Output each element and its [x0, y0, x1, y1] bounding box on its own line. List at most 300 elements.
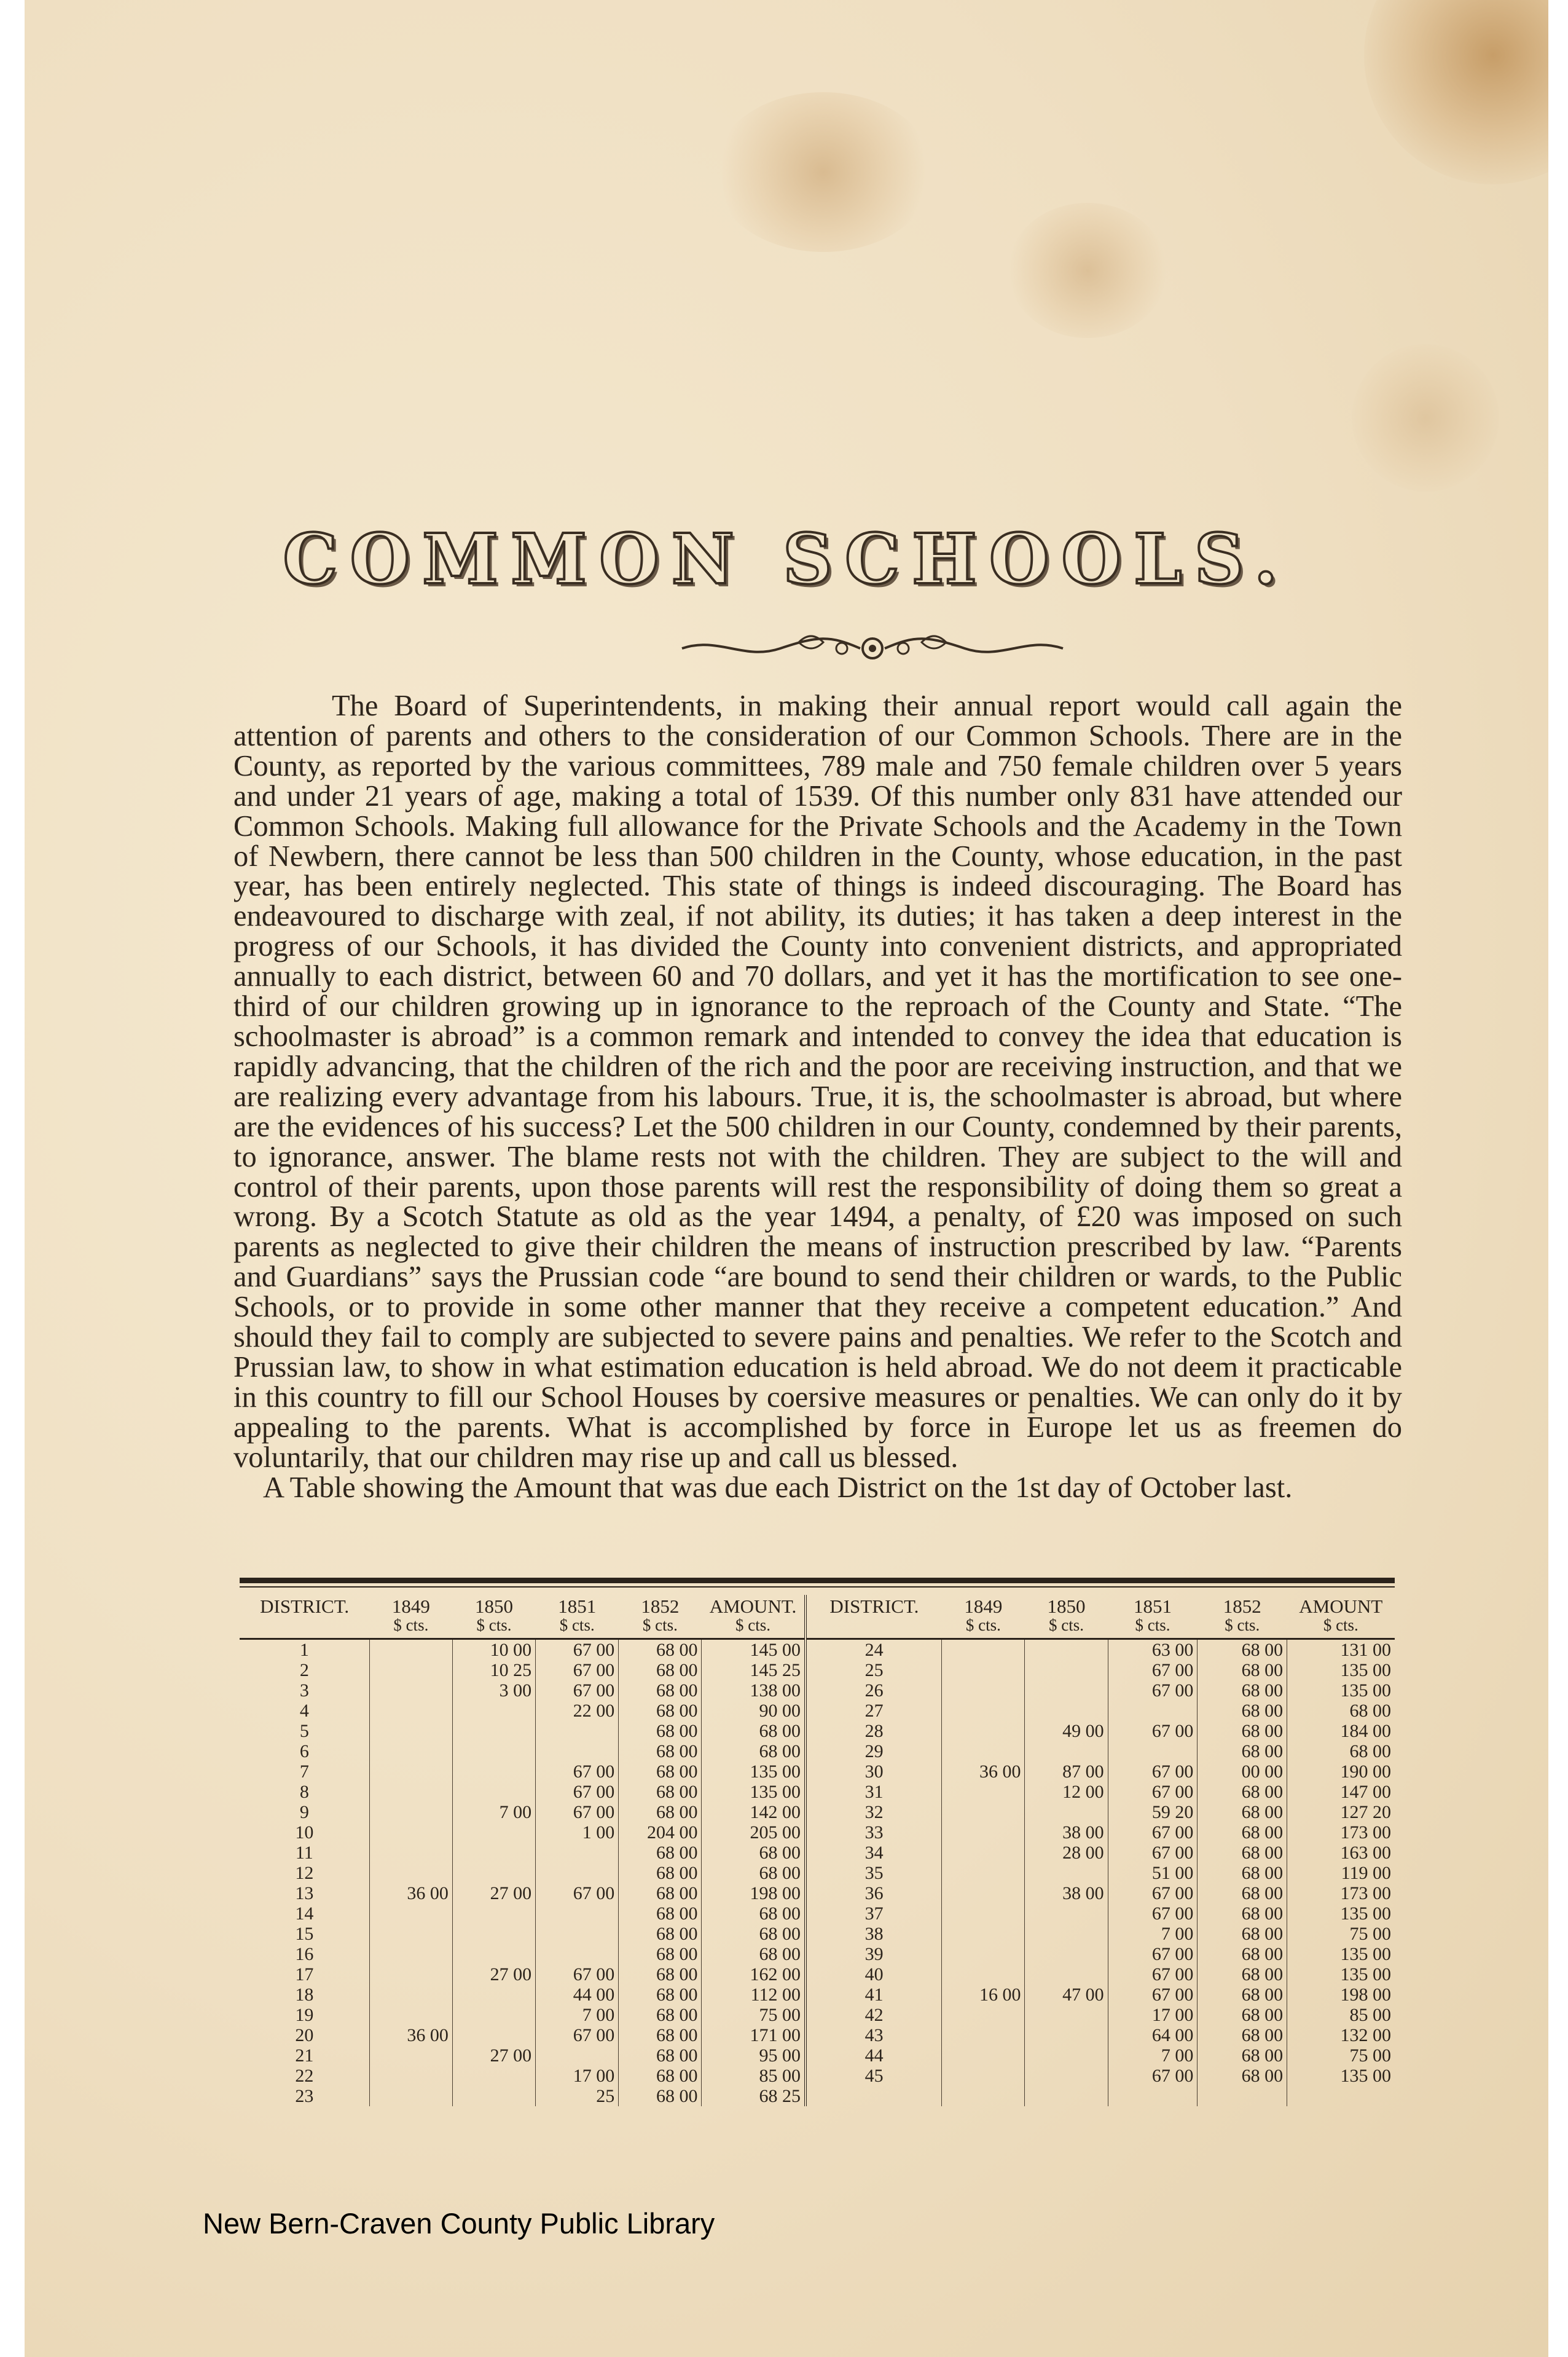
- table-cell: [1108, 2086, 1198, 2106]
- table-cell: 67 00: [536, 1680, 619, 1701]
- show-through-text: [258, 160, 1425, 198]
- table-cell: 4: [299, 1701, 309, 1721]
- table-cell: [942, 1903, 1025, 1924]
- table-cell: [1025, 1802, 1108, 1822]
- table-cell: [369, 1964, 452, 1985]
- table-cell: [536, 1741, 619, 1761]
- table-cell: 10 25: [452, 1660, 535, 1680]
- table-row: [240, 1964, 1395, 1985]
- table-cell: 36 00: [942, 1761, 1025, 1782]
- table-cell: 85 00: [702, 2066, 806, 2086]
- table-cell: 28: [806, 1721, 942, 1741]
- table-cell: [1025, 2025, 1108, 2045]
- table-cell: [452, 2066, 535, 2086]
- table-cell: [942, 2086, 1025, 2106]
- stain: [1352, 344, 1499, 492]
- table-cell: 67 00: [1108, 1761, 1198, 1782]
- table-cell: [942, 2005, 1025, 2025]
- table-cell: 68 00: [1287, 1741, 1395, 1761]
- table-cell: 163 00: [1287, 1843, 1395, 1863]
- table-cell: [536, 1944, 619, 1964]
- table-cell: [942, 1863, 1025, 1883]
- table-row: [240, 1639, 1395, 1661]
- table-cell: [369, 1721, 452, 1741]
- table-cell: 1 00: [536, 1822, 619, 1843]
- table-cell: 67 00: [1108, 1782, 1198, 1802]
- table-row: [240, 1843, 1395, 1863]
- table-cell: 68 00: [702, 1741, 806, 1761]
- table-cell: [1198, 2086, 1287, 2106]
- table-cell: 68 00: [702, 1944, 806, 1964]
- table-cell: [942, 1802, 1025, 1822]
- table-cell: 205 00: [702, 1822, 806, 1843]
- table-row: [240, 1680, 1395, 1701]
- table-cell: 68 00: [619, 2086, 702, 2106]
- table-cell: 67 00: [536, 1639, 619, 1661]
- table-cell: 20: [295, 2025, 314, 2045]
- table-cell: [452, 2005, 535, 2025]
- table-cell: 68 00: [619, 1701, 702, 1721]
- table-cell: 17 00: [1108, 2005, 1198, 2025]
- table-row: [240, 1701, 1395, 1721]
- table-cell: [369, 1924, 452, 1944]
- table-cell: 87 00: [1025, 1761, 1108, 1782]
- table-cell: 35: [806, 1863, 942, 1883]
- table-cell: 68 00: [702, 1863, 806, 1883]
- table-cell: 67 00: [536, 1761, 619, 1782]
- table-cell: 67 00: [1108, 1660, 1198, 1680]
- table-row: [240, 1660, 1395, 1680]
- table-cell: [452, 1701, 535, 1721]
- table-cell: [369, 1782, 452, 1802]
- table-cell: 138 00: [702, 1680, 806, 1701]
- table-cell: [942, 2066, 1025, 2086]
- table-cell: 67 00: [1108, 1944, 1198, 1964]
- table-cell: 135 00: [1287, 1660, 1395, 1680]
- table-cell: 9: [299, 1802, 309, 1822]
- table-cell: [369, 2086, 452, 2106]
- table-row: [240, 1782, 1395, 1802]
- table-cell: [452, 1863, 535, 1883]
- table-cell: [1025, 2066, 1108, 2086]
- table-cell: 32: [806, 1802, 942, 1822]
- table-cell: [369, 2005, 452, 2025]
- table-cell: 67 00: [1108, 1721, 1198, 1741]
- report-text: [233, 691, 1402, 1503]
- library-credit: New Bern-Craven County Public Library: [203, 2207, 715, 2240]
- table-cell: 25: [806, 1660, 942, 1680]
- table-cell: [369, 1639, 452, 1661]
- table-cell: 67 00: [536, 1660, 619, 1680]
- table-cell: 68 00: [1198, 1944, 1287, 1964]
- table-cell: 51 00: [1108, 1863, 1198, 1883]
- table-cell: 135 00: [1287, 1944, 1395, 1964]
- col-1850: 1850 $ cts.: [452, 1595, 535, 1639]
- table-cell: 45: [806, 2066, 942, 2086]
- table-cell: 47 00: [1025, 1985, 1108, 2005]
- table-cell: [452, 1843, 535, 1863]
- table-cell: [1025, 1903, 1108, 1924]
- table-cell: 68 00: [619, 2025, 702, 2045]
- table-cell: [942, 1701, 1025, 1721]
- table-cell: [536, 1903, 619, 1924]
- table-cell: 75 00: [702, 2005, 806, 2025]
- table-cell: 64 00: [1108, 2025, 1198, 2045]
- table-cell: 67 00: [1108, 1883, 1198, 1903]
- table-cell: 1: [299, 1640, 309, 1660]
- table-cell: 68 00: [619, 1883, 702, 1903]
- col-1850-right: 1850 $ cts.: [1025, 1595, 1108, 1639]
- table-cell: 63 00: [1108, 1639, 1198, 1661]
- table-cell: 68 00: [619, 1639, 702, 1661]
- table-cell: 68 00: [1198, 1741, 1287, 1761]
- table-cell: 68 00: [1198, 1863, 1287, 1883]
- col-1852: 1852 $ cts.: [619, 1595, 702, 1639]
- table-cell: [452, 1741, 535, 1761]
- table-cell: 25: [536, 2086, 619, 2106]
- table-cell: [369, 1802, 452, 1822]
- table-cell: 95 00: [702, 2045, 806, 2066]
- table-cell: 38 00: [1025, 1883, 1108, 1903]
- table-cell: 68 00: [619, 1660, 702, 1680]
- table-cell: [806, 2086, 942, 2106]
- table-cell: 26: [806, 1680, 942, 1701]
- table-row: [240, 1721, 1395, 1741]
- table-cell: 68 00: [702, 1843, 806, 1863]
- table-cell: 30: [806, 1761, 942, 1782]
- table-cell: [1025, 2086, 1108, 2106]
- table-cell: [1025, 1639, 1108, 1661]
- table-cell: 68 00: [619, 1782, 702, 1802]
- table-cell: [369, 1944, 452, 1964]
- table-cell: 41: [806, 1985, 942, 2005]
- table-cell: 68 00: [1198, 2025, 1287, 2045]
- table-cell: 13: [295, 1883, 314, 1903]
- table-cell: 27 00: [452, 1964, 535, 1985]
- table-cell: 7 00: [536, 2005, 619, 2025]
- table-cell: [942, 1741, 1025, 1761]
- table-cell: 44 00: [536, 1985, 619, 2005]
- table-cell: 190 00: [1287, 1761, 1395, 1782]
- table-cell: 68 00: [619, 1843, 702, 1863]
- table-row: [240, 2086, 1395, 2106]
- table-cell: 68 00: [1198, 1883, 1287, 1903]
- table-cell: 8: [299, 1782, 309, 1802]
- col-district-right: DISTRICT.: [806, 1595, 942, 1639]
- table-row: [240, 2045, 1395, 2066]
- table-cell: 5: [299, 1721, 309, 1741]
- table-cell: [369, 1741, 452, 1761]
- table-cell: 135 00: [1287, 1680, 1395, 1701]
- table-cell: 68 00: [619, 2045, 702, 2066]
- table-cell: 7 00: [1108, 1924, 1198, 1944]
- table-row: [240, 1802, 1395, 1822]
- table-cell: 145 00: [702, 1639, 806, 1661]
- table-cell: 127 20: [1287, 1802, 1395, 1822]
- table-cell: [1025, 1701, 1108, 1721]
- document-page: [25, 0, 1548, 2357]
- table-cell: 184 00: [1287, 1721, 1395, 1741]
- table-cell: 7 00: [452, 1802, 535, 1822]
- table-cell: [369, 1701, 452, 1721]
- table-cell: [369, 1761, 452, 1782]
- table-cell: 38: [806, 1924, 942, 1944]
- table-cell: 68 00: [702, 1721, 806, 1741]
- col-amount-right: AMOUNT $ cts.: [1287, 1595, 1395, 1639]
- table-rule: [240, 1586, 1395, 1588]
- table-cell: 22 00: [536, 1701, 619, 1721]
- table-cell: 38 00: [1025, 1822, 1108, 1843]
- table-cell: 15: [295, 1924, 314, 1944]
- table-cell: [536, 1863, 619, 1883]
- table-cell: 68 00: [1198, 1903, 1287, 1924]
- col-1851: 1851 $ cts.: [536, 1595, 619, 1639]
- table-cell: 39: [806, 1944, 942, 1964]
- table-cell: 68 00: [619, 1680, 702, 1701]
- table-cell: 10: [295, 1822, 314, 1843]
- table-cell: [452, 1985, 535, 2005]
- table-cell: 67 00: [1108, 1843, 1198, 1863]
- table-cell: 68 00: [1198, 1639, 1287, 1661]
- table-cell: 68 00: [1198, 1721, 1287, 1741]
- table-cell: 162 00: [702, 1964, 806, 1985]
- table-cell: [452, 1822, 535, 1843]
- table-cell: 29: [806, 1741, 942, 1761]
- table-cell: 68 25: [702, 2086, 806, 2106]
- table-cell: [369, 1843, 452, 1863]
- table-cell: [369, 1863, 452, 1883]
- right-margin: [1548, 0, 1568, 2357]
- table-cell: [1108, 1741, 1198, 1761]
- table-cell: 68 00: [1198, 1924, 1287, 1944]
- table-cell: 132 00: [1287, 2025, 1395, 2045]
- table-cell: 112 00: [702, 1985, 806, 2005]
- table-cell: 27 00: [452, 2045, 535, 2066]
- table-cell: 68 00: [1198, 2045, 1287, 2066]
- table-cell: 14: [295, 1903, 314, 1924]
- table-cell: 33: [806, 1822, 942, 1843]
- district-table: [240, 1595, 1395, 2106]
- table-cell: 68 00: [619, 1903, 702, 1924]
- table-cell: 173 00: [1287, 1822, 1395, 1843]
- table-cell: 68 00: [619, 1721, 702, 1741]
- table-cell: 68 00: [1198, 2005, 1287, 2025]
- table-cell: [452, 1903, 535, 1924]
- table-cell: 18: [295, 1985, 314, 2005]
- table-row: [240, 1944, 1395, 1964]
- table-cell: 173 00: [1287, 1883, 1395, 1903]
- table-cell: 67 00: [536, 2025, 619, 2045]
- table-cell: [942, 1964, 1025, 1985]
- table-cell: 68 00: [619, 1985, 702, 2005]
- table-cell: 27: [806, 1701, 942, 1721]
- table-cell: 198 00: [1287, 1985, 1395, 2005]
- table-row: [240, 2025, 1395, 2045]
- table-cell: 67 00: [536, 1782, 619, 1802]
- table-cell: 135 00: [702, 1782, 806, 1802]
- table-cell: 42: [806, 2005, 942, 2025]
- table-cell: 131 00: [1287, 1639, 1395, 1661]
- table-cell: [1025, 1741, 1108, 1761]
- table-cell: 49 00: [1025, 1721, 1108, 1741]
- table-cell: 68 00: [1198, 2066, 1287, 2086]
- table-cell: [1025, 1863, 1108, 1883]
- table-cell: 59 20: [1108, 1802, 1198, 1822]
- table-cell: 68 00: [619, 1964, 702, 1985]
- table-cell: 16: [295, 1944, 314, 1964]
- table-cell: [369, 1680, 452, 1701]
- table-cell: 68 00: [1198, 1701, 1287, 1721]
- table-cell: [942, 1721, 1025, 1741]
- col-district: DISTRICT.: [240, 1595, 369, 1639]
- table-cell: 24: [806, 1639, 942, 1661]
- table-cell: 68 00: [619, 2066, 702, 2086]
- table-row: [240, 1741, 1395, 1761]
- stain: [1008, 203, 1167, 338]
- table-cell: 27 00: [452, 1883, 535, 1903]
- table-cell: 68 00: [1287, 1701, 1395, 1721]
- table-cell: 68 00: [619, 1802, 702, 1822]
- table-body: [240, 1639, 1395, 2107]
- table-cell: 85 00: [1287, 2005, 1395, 2025]
- table-cell: 37: [806, 1903, 942, 1924]
- table-cell: [942, 1680, 1025, 1701]
- table-cell: [452, 2025, 535, 2045]
- table-cell: [369, 2066, 452, 2086]
- table-rule: [240, 1578, 1395, 1583]
- col-1849-right: 1849 $ cts.: [942, 1595, 1025, 1639]
- table-cell: [942, 1782, 1025, 1802]
- table-cell: [942, 2045, 1025, 2066]
- table-cell: 68 00: [619, 1741, 702, 1761]
- table-cell: 7: [299, 1761, 309, 1782]
- table-cell: 67 00: [536, 1802, 619, 1822]
- table-cell: [369, 1985, 452, 2005]
- table-cell: 67 00: [536, 1964, 619, 1985]
- table-cell: 34: [806, 1843, 942, 1863]
- table-cell: [1025, 2005, 1108, 2025]
- table-cell: [369, 1822, 452, 1843]
- table-cell: 135 00: [702, 1761, 806, 1782]
- table-cell: 171 00: [702, 2025, 806, 2045]
- table-cell: 43: [806, 2025, 942, 2045]
- table-cell: 135 00: [1287, 1964, 1395, 1985]
- stain: [1364, 0, 1548, 184]
- table-cell: 16 00: [942, 1985, 1025, 2005]
- table-cell: 36 00: [369, 1883, 452, 1903]
- table-cell: [942, 1843, 1025, 1863]
- table-cell: 145 25: [702, 1660, 806, 1680]
- table-cell: 23: [295, 2086, 314, 2106]
- table-row: [240, 1903, 1395, 1924]
- table-cell: 142 00: [702, 1802, 806, 1822]
- table-cell: 7 00: [1108, 2045, 1198, 2066]
- table-cell: 67 00: [1108, 1680, 1198, 1701]
- table-cell: [536, 1843, 619, 1863]
- table-cell: 68 00: [1198, 1782, 1287, 1802]
- table-cell: 31: [806, 1782, 942, 1802]
- table-cell: 28 00: [1025, 1843, 1108, 1863]
- table-cell: 204 00: [619, 1822, 702, 1843]
- table-cell: [369, 2045, 452, 2066]
- table-cell: 68 00: [1198, 1680, 1287, 1701]
- table-cell: 68 00: [619, 1924, 702, 1944]
- table-cell: 67 00: [536, 1883, 619, 1903]
- table-row: [240, 1863, 1395, 1883]
- table-cell: 68 00: [1198, 1985, 1287, 2005]
- table-cell: [1025, 2045, 1108, 2066]
- table-cell: 00 00: [1198, 1761, 1287, 1782]
- table-row: [240, 1761, 1395, 1782]
- page-title: COMMON SCHOOLS.: [283, 519, 1290, 600]
- table-cell: 68 00: [1198, 1964, 1287, 1985]
- table-cell: 36: [806, 1883, 942, 1903]
- table-cell: [452, 1944, 535, 1964]
- table-row: [240, 1924, 1395, 1944]
- table-cell: 67 00: [1108, 1822, 1198, 1843]
- table-cell: [942, 1822, 1025, 1843]
- table-cell: 68 00: [1198, 1843, 1287, 1863]
- table-cell: [536, 2045, 619, 2066]
- table-cell: 75 00: [1287, 2045, 1395, 2066]
- table-cell: [942, 1883, 1025, 1903]
- table-cell: [536, 1721, 619, 1741]
- table-cell: [369, 1903, 452, 1924]
- table-cell: 135 00: [1287, 2066, 1395, 2086]
- table-cell: [1025, 1660, 1108, 1680]
- table-row: [240, 2005, 1395, 2025]
- table-cell: 22: [295, 2066, 314, 2086]
- table-cell: [942, 2025, 1025, 2045]
- table-cell: 21: [295, 2045, 314, 2066]
- table-cell: [942, 1924, 1025, 1944]
- table-cell: 17: [295, 1964, 314, 1985]
- table-cell: 36 00: [369, 2025, 452, 2045]
- col-1851-right: 1851 $ cts.: [1108, 1595, 1198, 1639]
- table-cell: 68 00: [702, 1903, 806, 1924]
- table-cell: 10 00: [452, 1639, 535, 1661]
- table-cell: 2: [299, 1660, 309, 1680]
- table-cell: [1287, 2086, 1395, 2106]
- table-cell: 17 00: [536, 2066, 619, 2086]
- col-1849: 1849 $ cts.: [369, 1595, 452, 1639]
- table-cell: 68 00: [1198, 1822, 1287, 1843]
- table-caption: A Table showing the Amount that was due each District on the 1st day of October last.: [263, 1471, 1293, 1504]
- table-cell: 6: [299, 1741, 309, 1761]
- table-header: [240, 1595, 1395, 1639]
- table-cell: 68 00: [702, 1924, 806, 1944]
- table-cell: 68 00: [619, 1944, 702, 1964]
- table-cell: [1025, 1944, 1108, 1964]
- table-cell: 68 00: [1198, 1802, 1287, 1822]
- table-cell: 67 00: [1108, 2066, 1198, 2086]
- table-row: [240, 1985, 1395, 2005]
- table-cell: 67 00: [1108, 1964, 1198, 1985]
- table-cell: [1025, 1924, 1108, 1944]
- table-cell: 147 00: [1287, 1782, 1395, 1802]
- table-cell: [452, 1721, 535, 1741]
- table-cell: 68 00: [1198, 1660, 1287, 1680]
- table-cell: 75 00: [1287, 1924, 1395, 1944]
- table-cell: [369, 1660, 452, 1680]
- table-cell: 198 00: [702, 1883, 806, 1903]
- table-cell: 19: [295, 2005, 314, 2025]
- table-cell: 68 00: [619, 2005, 702, 2025]
- table-cell: 67 00: [1108, 1985, 1198, 2005]
- table-cell: 67 00: [1108, 1903, 1198, 1924]
- table-cell: [1025, 1964, 1108, 1985]
- table-cell: [942, 1639, 1025, 1661]
